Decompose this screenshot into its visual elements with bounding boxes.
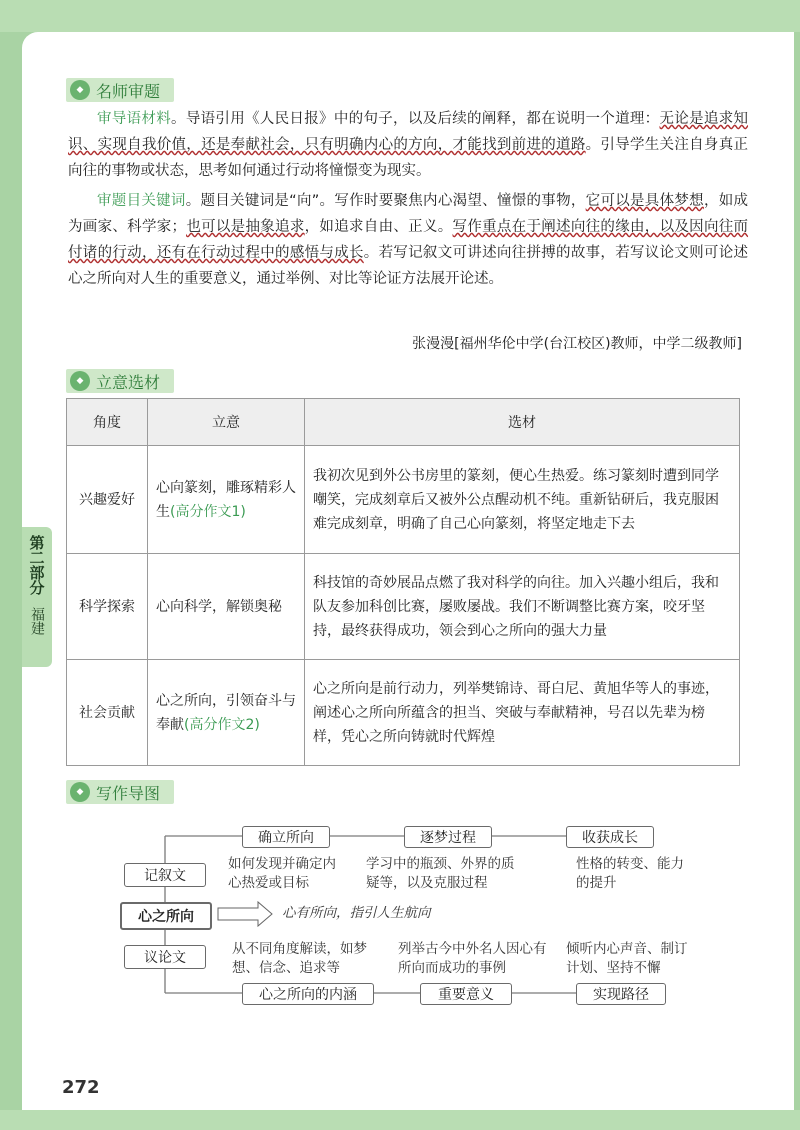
top-frame-bar: [0, 0, 800, 32]
idea-text: 心之所向，引领奋斗与奉献: [156, 692, 296, 733]
underlined-text: 无论是追求知识、实现自我价值，还是奉献社会，只有明确内心的方向，才能找到前进的道路: [68, 111, 749, 153]
section-heading-map: [66, 780, 174, 804]
section-badge-icon: ◆: [70, 371, 90, 391]
map-note: 从不同角度解读，如梦想、信念、追求等: [232, 941, 367, 976]
underlined-text: 也可以是抽象追求: [186, 219, 305, 235]
table-header: 立意: [148, 399, 305, 446]
map-node-narrative: 记叙文: [124, 863, 206, 887]
section-title: 写作导图: [96, 783, 161, 803]
table-cell-angle: 科学探索: [67, 554, 148, 660]
table-row: [67, 554, 740, 660]
underlined-text: 写作重点在于阐述向往的缘由，以及因向往而付诸的行动，还有在行动过程中的感悟与成长: [68, 219, 749, 261]
table-header: 角度: [67, 399, 148, 446]
table-cell-angle: 社会贡献: [67, 660, 148, 766]
table-cell-material: 心之所向是前行动力，列举樊锦诗、哥白尼、黄旭华等人的事迹，阐述心之所向所蕴含的担当、突破与奉献精神，号召以先辈为榜样，凭心之所向铸就时代辉煌: [305, 660, 740, 766]
map-note: 性格的转变、能力的提升: [576, 856, 684, 891]
idea-text: 心向科学，解锁奥秘: [156, 598, 282, 615]
para-label: 审导语材料: [97, 111, 172, 127]
table-cell-material: 我初次见到外公书房里的篆刻，便心生热爱。练习篆刻时遭到同学嘲笑，完成刻章后又被外公点醒动机不纯。重新钻研后，我克服困难完成刻章，明确了自己心向篆刻，将坚定地走下去: [305, 446, 740, 554]
map-node-pursuit: 逐梦过程: [404, 826, 492, 848]
topic-table: [66, 398, 740, 766]
table-cell-angle: 兴趣爱好: [67, 446, 148, 554]
section-heading-topics: [66, 369, 174, 393]
side-chapter-tab: [22, 527, 52, 667]
para-text: 。导语引用《人民日报》中的句子，以及后续的阐释，都在说明一个道理：: [171, 111, 660, 127]
author-credit: 张漫漫[福州华伦中学(台江校区)教师，中学二级教师]: [412, 336, 742, 352]
essay-tag: (高分作文1): [170, 503, 246, 520]
map-node-meaning: 心之所向的内涵: [242, 983, 374, 1005]
table-row: [67, 660, 740, 766]
table-cell-idea: [148, 446, 305, 554]
bottom-frame-bar: [0, 1110, 800, 1130]
map-node-path: 实现路径: [576, 983, 666, 1005]
table-header-row: [67, 399, 740, 446]
section-heading-analysis: [66, 78, 174, 102]
page-number: 272: [62, 1077, 100, 1098]
essay-tag: (高分作文2): [184, 716, 260, 733]
map-note: 学习中的瓶颈、外界的质疑等，以及克服过程: [366, 856, 515, 891]
table-cell-idea: [148, 554, 305, 660]
table-cell-idea: [148, 660, 305, 766]
table-header: 选材: [305, 399, 740, 446]
side-tab-region: 福建: [29, 607, 45, 635]
map-note: 倾听内心声音、制订计划、坚持不懈: [566, 941, 688, 976]
table-row: [67, 446, 740, 554]
map-node-significance: 重要意义: [420, 983, 512, 1005]
side-tab-part: 第二部分: [27, 535, 46, 595]
section-title: 名师审题: [96, 81, 161, 101]
para-text: 。题目关键词是“向”。写作时要聚焦内心渴望、憧憬的事物，: [185, 193, 586, 209]
map-arrow-caption: 心有所向，指引人生航向: [282, 905, 431, 921]
idea-text: 心向篆刻，雕琢精彩人生: [156, 479, 296, 520]
section-title: 立意选材: [96, 372, 161, 392]
para-text: 。引导学生关注自身真正向往的事物或状态，思考如何通过行动将憧憬变为现实。: [68, 137, 748, 179]
paragraph-intro-material: [68, 106, 748, 184]
map-note: 列举古今中外名人因心有所向而成功的事例: [398, 941, 547, 976]
para-text: ，如成为画家、科学家；: [68, 193, 749, 235]
para-text: 。若写记叙文可讲述向往拼搏的故事，若写议论文则可论述心之所向对人生的重要意义，通过举例、对比等论证方法展开论述。: [68, 245, 749, 287]
underlined-text: 它可以是具体梦想: [585, 193, 704, 209]
map-note: 如何发现并确定内心热爱或目标: [228, 856, 336, 891]
para-text: ，如追求自由、正义。: [304, 219, 453, 235]
map-node-establish: 确立所向: [242, 826, 330, 848]
section-badge-icon: ◆: [70, 782, 90, 802]
paragraph-keyword: [68, 188, 748, 292]
section-badge-icon: ◆: [70, 80, 90, 100]
map-node-growth: 收获成长: [566, 826, 654, 848]
map-center-node: 心之所向: [120, 902, 212, 930]
map-node-argument: 议论文: [124, 945, 206, 969]
table-cell-material: 科技馆的奇妙展品点燃了我对科学的向往。加入兴趣小组后，我和队友参加科创比赛，屡败屡战。我们不断调整比赛方案，咬牙坚持，最终获得成功，领会到心之所向的强大力量: [305, 554, 740, 660]
para-label: 审题目关键词: [97, 193, 186, 209]
